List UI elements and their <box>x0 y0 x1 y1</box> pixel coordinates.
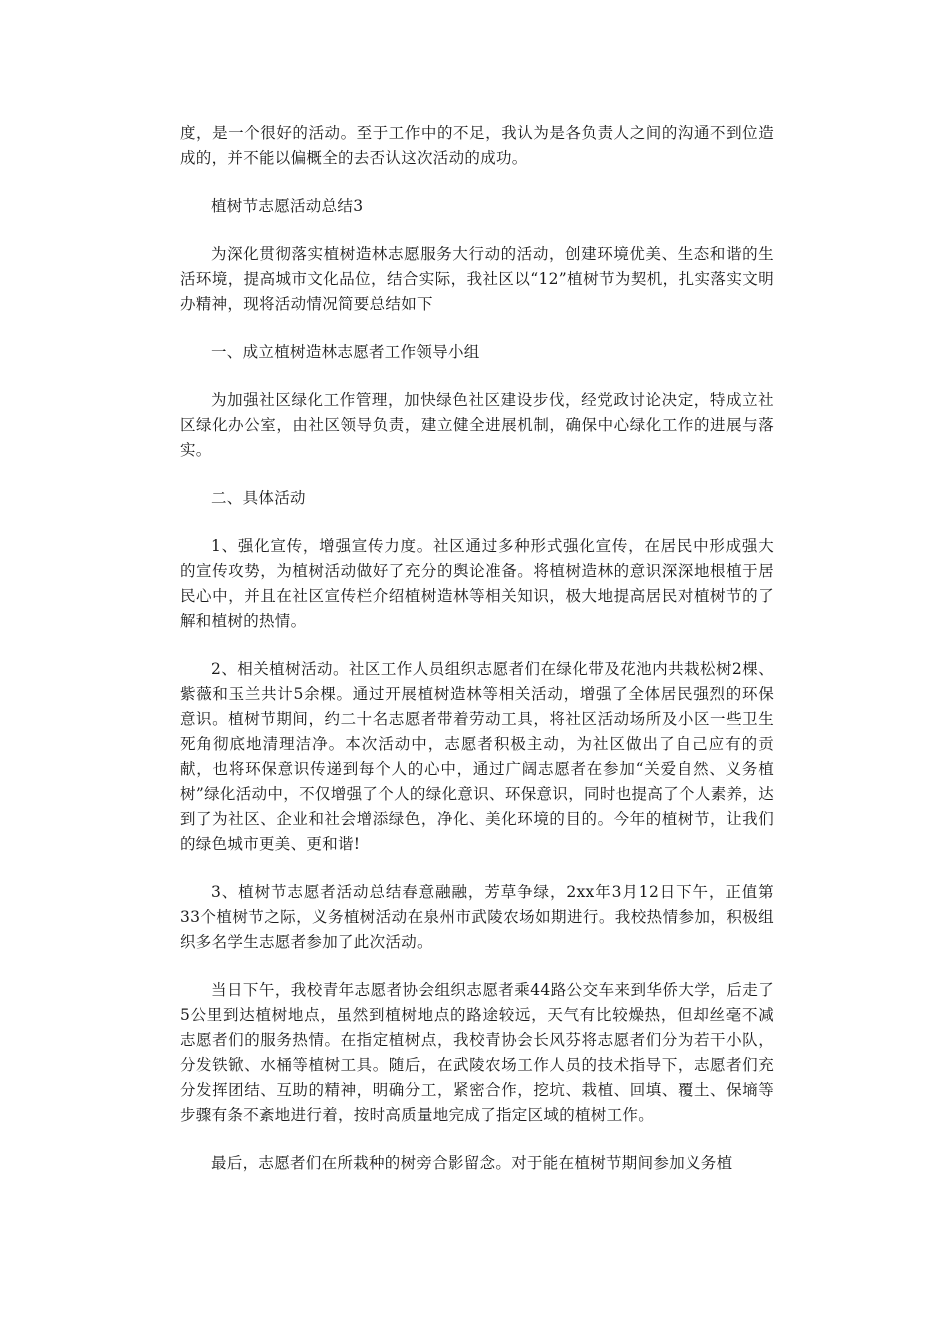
paragraph: 为深化贯彻落实植树造林志愿服务大行动的活动，创建环境优美、生态和谐的生活环境，提高城市文化品位，结合实际，我社区以“12”植树节为契机，扎实落实文明办精神，现将活动情况简要总结如下 <box>180 245 774 313</box>
paragraph: 3、植树节志愿者活动总结春意融融，芳草争绿，2xx年3月12日下午，正值第33个植树节之际，义务植树活动在泉州市武陵农场如期进行。我校热情参加，积极组织多名学生志愿者参加了此次活动。 <box>180 883 774 951</box>
section-heading: 二、具体活动 <box>211 489 306 507</box>
paragraph: 1、强化宣传，增强宣传力度。社区通过多种形式强化宣传，在居民中形成强大的宣传攻势，为植树活动做好了充分的舆论准备。将植树造林的意识深深地根植于居民心中，并且在社区宣传栏介绍植树造林等相关知识，极大地提高居民对植树节的了解和植树的热情。 <box>180 537 774 630</box>
section-title: 植树节志愿活动总结3 <box>211 197 364 215</box>
document-body <box>180 121 774 1199</box>
paragraph: 2、相关植树活动。社区工作人员组织志愿者们在绿化带及花池内共栽松树2棵、紫薇和玉兰共计5余棵。通过开展植树造林等相关活动，增强了全体居民强烈的环保意识。植树节期间，约二十名志愿者带着劳动工具，将社区活动场所及小区一些卫生死角彻底地清理洁净。本次活动中，志愿者积极主动，为社区做出了自己应有的贡献，也将环保意识传递到每个人的心中，通过广阔志愿者在参加“关爱自然、义务植树”绿化活动中，不仅增强了个人的绿化意识、环保意识，同时也提高了个人素养，达到了为社区、企业和社会增添绿色，净化、美化环境的目的。今年的植树节，让我们的绿色城市更美、更和谐! <box>180 660 774 853</box>
paragraph: 为加强社区绿化工作管理，加快绿色社区建设步伐，经党政讨论决定，特成立社区绿化办公室，由社区领导负责，建立健全进展机制，确保中心绿化工作的进展与落实。 <box>180 391 774 459</box>
paragraph-continuation: 度，是一个很好的活动。至于工作中的不足，我认为是各负责人之间的沟通不到位造成的，并不能以偏概全的去否认这次活动的成功。 <box>180 124 774 167</box>
paragraph: 最后，志愿者们在所栽种的树旁合影留念。对于能在植树节期间参加义务植 <box>211 1154 733 1172</box>
paragraph: 当日下午，我校青年志愿者协会组织志愿者乘44路公交车来到华侨大学，后走了5公里到达植树地点，虽然到植树地点的路途较远，天气有比较燥热，但却丝毫不减志愿者们的服务热情。在指定植树点，我校青协会长风芬将志愿者们分为若干小队，分发铁锨、水桶等植树工具。随后，在武陵农场工作人员的技术指导下，志愿者们充分发挥团结、互助的精神，明确分工，紧密合作，挖坑、栽植、回填、覆土、保墒等步骤有条不紊地进行着，按时高质量地完成了指定区域的植树工作。 <box>180 981 774 1124</box>
section-heading: 一、成立植树造林志愿者工作领导小组 <box>211 343 480 361</box>
